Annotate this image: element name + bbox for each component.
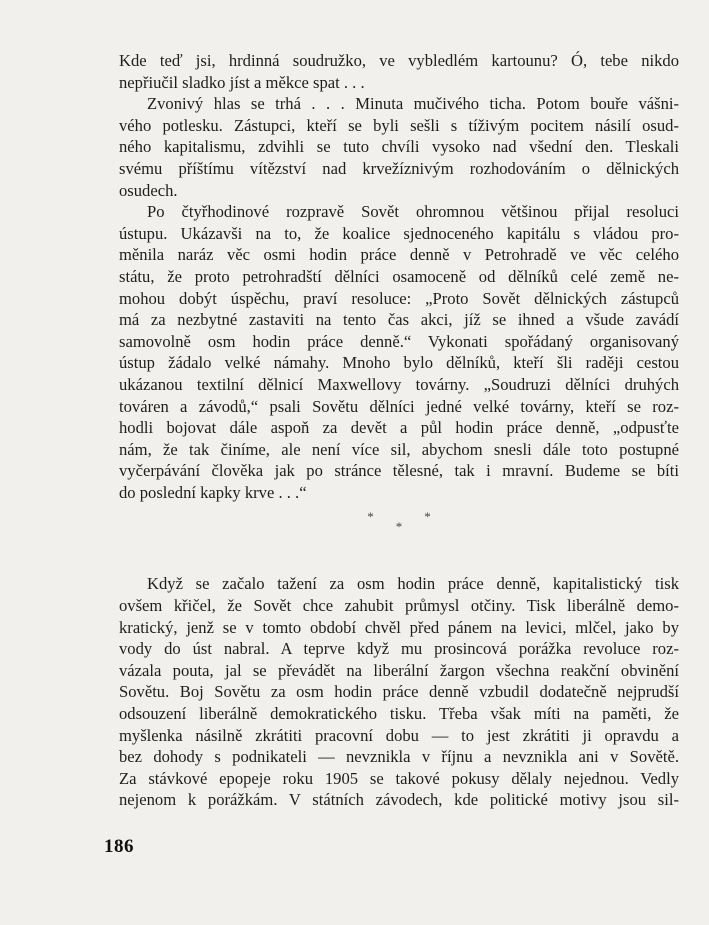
text-line: měnila naráz věc osmi hodin práce denně v Petrohradě ve věc celého [119,245,679,265]
text-line: nám, že tak činíme, ale není více sil, abychom snesli dále toto postupné [119,439,679,459]
text-line: ného kapitalismu, zdvihli se tuto chvíli vysoko nad všední den. Tleskali [119,137,679,157]
separator-asterisk: * [367,509,374,525]
text-line: Za stávkové epopeje roku 1905 se takové pokusy dělaly nejednou. Vedly [119,768,679,788]
text-line: bez dohody s podnikateli — nevznikla v říjnu a nevznikla ani v Sovětě. [119,747,679,767]
separator-asterisk: * [395,519,403,535]
text-line: vyčerpávání člověka jak po stránce tělesné, tak i mravní. Budeme se bíti [119,461,679,481]
paragraph-group-2 [119,573,679,811]
text-line: mohou dobýt úspěchu, praví resoluce: „Proto Sovět dělnických zástupců [119,288,679,308]
text-line: samovolně osm hodin práce denně.“ Vykonati spořádaný organisovaný [119,331,679,351]
page-number: 186 [104,836,134,857]
text-line: hodli bojovat dále aspoň za devět a půl hodin práce denně, „odpusťte [119,418,679,438]
text-line: Kde teď jsi, hrdinná soudružko, ve vybledlém kartounu? Ó, tebe nikdo [119,51,679,70]
text-line: ovšem křičel, že Sovět chce zahubit průmysl otčiny. Tisk liberálně demo- [119,596,679,616]
text-line: vody do úst nabral. A teprve když mu prosincová porážka revoluce roz- [119,639,679,659]
separator-asterisk: * [424,509,431,525]
text-line: Sovětu. Boj Sovětu za osm hodin práce denně vzbudil dodatečně nejprudší [119,682,679,702]
text-line: Zvonivý hlas se trhá . . . Minuta mučivého ticha. Potom bouře vášni- [147,94,679,114]
text-line: továren a závodů,“ psali Sovětu dělníci jedné velké továrny, kteří se roz- [119,396,679,416]
text-line: Když se začalo tažení za osm hodin práce denně, kapitalistický tisk [147,574,679,594]
text-line: Po čtyřhodinové rozpravě Sovět ohromnou většinou přijal resoluci [147,202,679,222]
section-separator [119,509,679,543]
text-line: vého potlesku. Zástupci, kteří se byli sešli s tíživým pocitem násilí osud- [119,115,679,135]
text-line: nepřiučil sladko jíst a měkce spat . . . [119,72,365,92]
text-line: osudech. [119,180,178,200]
text-line: ústup žádalo velké námahy. Mnoho bylo dělníků, kteří šli raději cestou [119,353,679,373]
text-line: ukázanou textilní dělnicí Maxwellovy továrny. „Soudruzi dělníci druhých [119,374,679,394]
text-line: nejenom k porážkám. V státních závodech, kde politické motivy jsou sil- [119,790,679,810]
text-line: kratický, jenž se v tomto období chvěl před pánem na levici, mlčel, jako by [119,617,679,637]
text-line: má za nezbytné zastaviti na tento čas akci, jíž se ihned a všude zavádí [119,310,679,330]
text-line: vázala pouta, jal se převádět na liberální žargon všechna reakční obvinění [119,660,679,680]
text-line: ústupu. Ukázavši na to, že koalice sjednoceného kapitálu s vládou pro- [119,223,679,243]
body-text [119,50,679,811]
paragraph-group-1 [119,50,679,503]
text-line: do poslední kapky krve . . .“ [119,482,307,502]
text-line: státu, že proto petrohradští dělníci osamoceně od dělníků celé země ne- [119,266,679,286]
text-line: odsouzení liberálně demokratického tisku. Třeba však míti na paměti, že [119,704,679,724]
text-line: svému příštímu vítězství nad krvežíznivým rozhodováním o dělnických [119,158,679,178]
text-line: myšlenka násilně zkrátiti pracovní dobu — to jest zkrátiti ji opravdu a [119,725,679,745]
